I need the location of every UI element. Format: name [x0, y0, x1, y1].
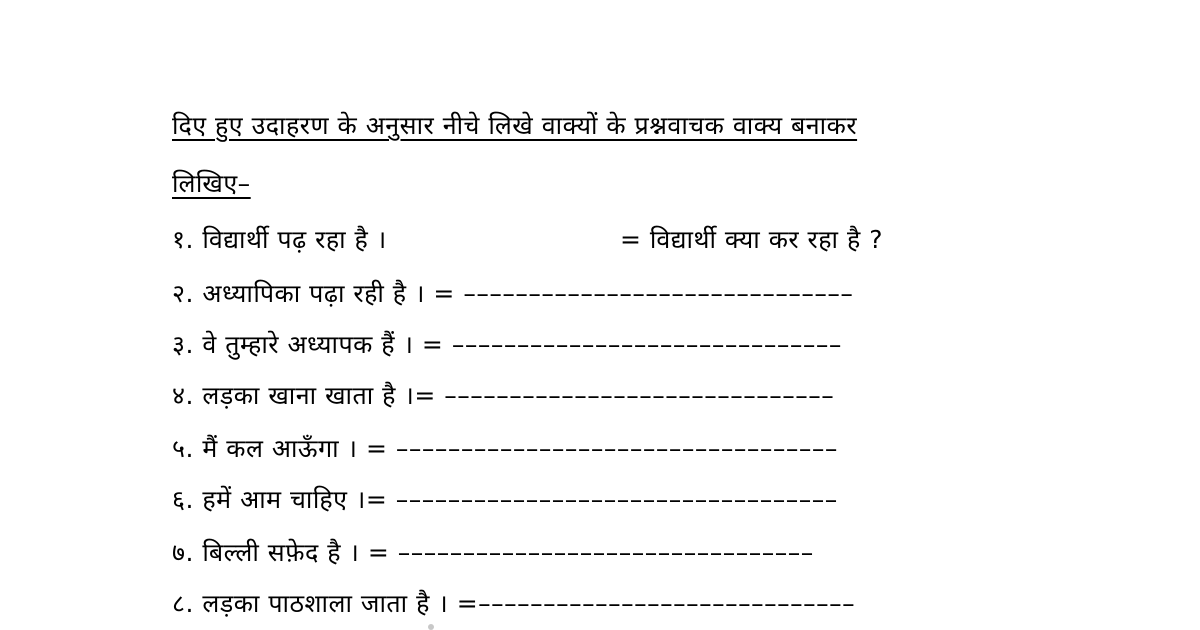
- exercise-item-5: ५. मैं कल आऊँगा । = ––––––––––––––––––––––––––––––––––: [172, 434, 838, 463]
- instruction-line-2: लिखिए–: [172, 169, 251, 198]
- instruction-line-1: दिए हुए उदाहरण के अनुसार नीचे लिखे वाक्यों के प्रश्नवाचक वाक्य बनाकर: [172, 111, 858, 140]
- exercise-item-2: २. अध्यापिका पढ़ा रही है । = ––––––––––––––––––––––––––––––: [172, 279, 854, 308]
- exercise-item-8: ८. लड़का पाठशाला जाता है । =–––––––––––––––––––––––––––––: [172, 589, 856, 618]
- exercise-item-3: ३. वे तुम्हारे अध्यापक हैं । = ––––––––––––––––––––––––––––––: [172, 330, 842, 359]
- exercise-item-6: ६. हमें आम चाहिए ।= ––––––––––––––––––––––––––––––––––: [172, 485, 838, 514]
- exercise-item-4: ४. लड़का खाना खाता है ।= ––––––––––––––––––––––––––––––: [172, 381, 835, 410]
- exercise-item-7: ७. बिल्ली सफ़ेद है । = ––––––––––––––––––––––––––––––––: [172, 538, 814, 567]
- scan-dot: [428, 624, 434, 630]
- example-question: १. विद्यार्थी पढ़ रहा है ।: [172, 225, 387, 254]
- example-answer: = विद्यार्थी क्या कर रहा है ?: [620, 225, 883, 254]
